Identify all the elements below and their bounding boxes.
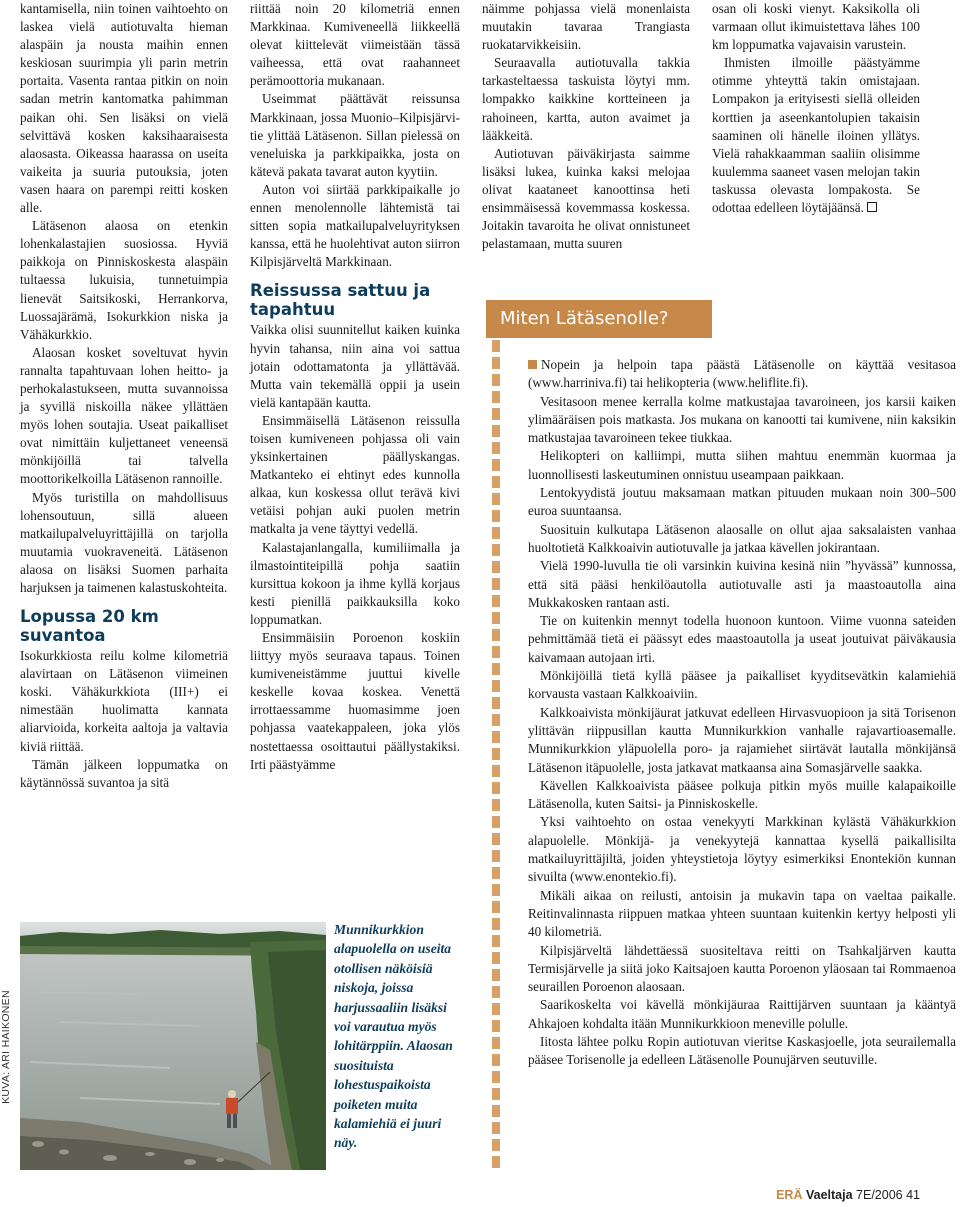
paragraph: Tämän jälkeen loppumatka on käytännössä suvantoa ja sitä xyxy=(20,756,228,790)
article-column-4 xyxy=(712,0,920,217)
sidebar-paragraph xyxy=(528,484,956,521)
paragraph-text: Ihmisten ilmoille päästyämme otimme yhteyttä takin omistajaan. Lompakon ja erityisesti siellä olleiden korttien ja aseenkantolupien takaisin saaminen oli hänelle iloinen yllätys. Vielä rahakkaamman saaliin olisimme kuulemma saaneet vasen melojan takin taskussa olevasta lompakosta. Se odottaa edelleen löytäjäänsä. xyxy=(712,55,920,216)
issue-number: 7E/2006 xyxy=(856,1188,903,1202)
sidebar-paragraph-text: Vielä 1990-luvulla tie oli varsinkin kuivina kesinä niin ”hyvässä” kunnossa, että sitä pääsi henkilöautolla autiotuvalle asti ja maastoautolla aina Mukkakosken rantaan asti. xyxy=(528,558,956,610)
sidebar-title: Miten Lätäsenolle? xyxy=(486,300,712,338)
sidebar-paragraph xyxy=(528,1033,956,1070)
sidebar-paragraph-text: Lentokyydistä joutuu maksamaan matkan pituuden mukaan noin 300–500 euroa suuntaansa. xyxy=(528,485,956,519)
section-heading: Reissussa sattuu ja tapahtuu xyxy=(250,281,431,320)
paragraph: Ensimmäisiin Poroenon koskiin liittyy myös seuraava tapaus. Toinen kumiveneistämme juuttui kivelle keskelle kovaa koskea. Venettä irrottaessamme huomasimme joen pohjassa vaatekappaleen, joka ylös nostettaessa osoittautui päällystakiksi. Irti päästyämme xyxy=(250,630,460,772)
page-number: 41 xyxy=(906,1188,920,1202)
photo-caption: Munnikurkkion alapuolella on useita otollisen näköisiä niskoja, joissa harjussaaliin lisäksi voi varautua myös lohitärppiin. Alaosan suosituista lohestuspaikoista poiketen muita kalamiehiä ei juuri näy. xyxy=(334,922,453,1151)
sidebar-paragraph xyxy=(528,813,956,886)
square-bullet-icon xyxy=(528,360,537,369)
paragraph: osan oli koski vienyt. Kaksikolla oli varmaan ollut ikimuistettava lähes 100 km loppumatka vajavaisin varustein. xyxy=(712,1,920,53)
sidebar-paragraph-text: Saarikoskelta voi kävellä mönkijäuraa Raittijärven suuntaan ja kääntyä Ahkajoen kohdalta itään Munnikurkkioon meneville polulle. xyxy=(528,997,956,1031)
section-heading: Lopussa 20 km suvantoa xyxy=(20,607,159,646)
photo-credit-text: KUVA: ARI HAIKONEN xyxy=(0,990,12,1104)
sidebar-paragraph xyxy=(528,667,956,704)
sidebar-paragraph-text: Suosituin kulkutapa Lätäsenon alaosalle on ollut ajaa saksalaisten vanhaa huoltotietä Kalkkoaivin autiotuvalle ja jatkaa kävellen jokirantaan. xyxy=(528,521,956,555)
sidebar-paragraph xyxy=(528,557,956,612)
sidebar-paragraph-text: Iitosta lähtee polku Ropin autiotuvan vieritse Kaskasjoelle, jota seurailemalla pääsee Torisenolle ja edelleen Lätäsenolle Pounujärven seutuville. xyxy=(528,1033,956,1068)
paragraph: Alaosan kosket soveltuvat hyvin rannalta tapahtuvaan lohen heitto- ja perhokalastukseen, mutta suvannoissa ja syvillä niskoilla näkee yllättäen myös lohen soutajia. Useat paikalliset ovat nimittäin kuljettaneet veneensä mönkijöillä tai talvella moottorikelkoilla Lätäsenon rannoille. xyxy=(20,344,228,487)
sidebar-paragraph-text: Yksi vaihtoehto on ostaa venekyyti Markkinan kylästä Vähäkurkkion alapuolelle. Mönkijä- ja venekyytejä kannattaa kysellä paikallisilta matkailuyrittäjiltä, joiden yhteystietoja löytyy esimerkiksi Enontekiön kunnan sivuilta (www.enontekio.fi). xyxy=(528,814,956,885)
sidebar-paragraph-text: Kilpisjärveltä lähdettäessä suositeltava reitti on Tsahkaljärven kautta Termisjärvelle ja siitä joko Kaitsajoen kautta Poroenon yläosaan tai Rommaenoa seuraillen Poroenon alaosaan. xyxy=(528,942,956,995)
sidebar-paragraph xyxy=(528,447,956,484)
paragraph: Lätäsenon alaosa on etenkin lohenkalastajien suosiossa. Hyviä paikkoja on Pinniskoskesta alaspäin tultaessa lukuisia, tunnetuimpia lienevät Saitsikoski, Herrankorva, Luossajärämä, Isokurkkion niska ja Vähäkurkkio. xyxy=(20,218,228,342)
sidebar-paragraph xyxy=(528,612,956,667)
paragraph xyxy=(712,54,920,217)
paragraph: Ensimmäisellä Lätäsenon reissulla toisen kumiveneen pohjassa oli vain yksinkertainen päällyskangas. Matkanteko ei ehtinyt edes kunnolla alkaa, kun koskessa ollut terävä kivi vetäisi pohjan auki puolen metrin matkalta ja vene täyttyi vedellä. xyxy=(250,412,460,537)
sidebar-dashed-rule xyxy=(492,340,500,1172)
sidebar-paragraph xyxy=(528,942,956,997)
sidebar-paragraph xyxy=(528,704,956,777)
sidebar-paragraph-text: Mikäli aikaa on reilusti, antoisin ja mukavin tapa on vaeltaa paikalle. Reitinvalinnasta riippuen matkaa yhteen suuntaan kuitenkin kertyy helposti yli 40 kilometriä. xyxy=(528,887,956,940)
paragraph: Useimmat päättävät reissunsa Markkinaan, jossa Muonio–Kilpisjärvi-tie ylittää Lätäsenon. Sillan pielessä on veneluiska ja parkkipaikka, josta on kätevä pakata tavarat auton kyytiin. xyxy=(250,91,460,179)
paragraph: Seuraavalla autiotuvalla takkia tarkasteltaessa taskuista löytyi mm. lompakko kaikkine kortteineen ja rahoineen, kartta, auton avaimet ja lääkkeitä. xyxy=(482,55,690,143)
paragraph: riittää noin 20 kilometriä ennen Markkinaa. Kumiveneellä liikkeellä olevat kiittelevät viimeistään tässä vaiheessa, että ovat raahanneet perämoottoria mukanaan. xyxy=(250,1,460,89)
sidebar-paragraph xyxy=(528,996,956,1033)
sidebar-paragraph-text: Vesitasoon menee kerralla kolme matkustajaa tavaroineen, jos karsii kaiken ylimääräisen pois matkasta. Jos mukana on kanootti tai kumivene, niin kaksikin matkustajaa tavaroineen tekee tiukkaa. xyxy=(528,393,956,446)
sidebar-paragraph-text: Nopein ja helpoin tapa päästä Lätäsenolle on käyttää vesitasoa (www.harriniva.fi) tai helikopteria (www.heliflite.fi). xyxy=(528,357,956,391)
sidebar-paragraph xyxy=(528,777,956,814)
paragraph: näimme pohjassa vielä monenlaista muutakin tavaraa Trangiasta ruokatarvikkeisiin. xyxy=(482,1,690,53)
magazine-name-part1: ERÄ xyxy=(776,1188,803,1202)
sidebar-paragraph-text: Kävellen Kalkkoaivista pääsee polkuja pitkin myös muille kalapaikoille Lätäsenolla, kuten Saitsi- ja Pinniskoskelle. xyxy=(528,777,956,812)
end-of-article-mark xyxy=(867,202,877,212)
sidebar-paragraph xyxy=(528,887,956,942)
page-footer xyxy=(776,1188,920,1202)
sidebar-paragraph xyxy=(528,356,956,393)
paragraph: Autiotuvan päiväkirjasta saimme lisäksi lukea, kuinka kaksi melojaa olivat kaataneet kanoottinsa heti ensimmäisessä kovemmassa koskessa. Joitakin tavaroita he olivat onnistuneet pelastamaan, mutta suuren xyxy=(482,145,690,252)
sidebar-body xyxy=(528,356,956,1070)
article-column-1 xyxy=(20,0,228,792)
paragraph: Isokurkkiosta reilu kolme kilometriä alavirtaan on Lätäsenon viimeinen koski. Vähäkurkkiota (III+) ei nimestään huolimatta kannata aliarvioida, korkeita aaltoja ja valtavia kiviä riittää. xyxy=(20,648,228,754)
article-column-3 xyxy=(482,0,690,253)
sidebar-paragraph-text: Mönkijöillä tietä kyllä pääsee ja paikalliset kyyditsevätkin kalamiehiä korvausta vastaan Kalkkoaiviin. xyxy=(528,668,956,702)
article-column-2 xyxy=(250,0,460,774)
river-photo-illustration xyxy=(20,922,326,1170)
paragraph: Kalastajanlangalla, kumiliimalla ja ilmastointiteipillä pohja saatiin kursittua kokoon ja ihme kyllä korjaus kesti pienillä paikkauksilla koko loppumatkan. xyxy=(250,539,460,627)
sidebar-paragraph xyxy=(528,393,956,448)
paragraph: kantamisella, niin toinen vaihtoehto on laskea vielä autiotuvalta hieman alaspäin ja nousta maihin ennen keskiosan suurimpia yli parin metrin portaita. Vasenta rantaa pitkin on noin sadan metrin kantomatka pahimman paikan ohi. Sen lisäksi on vielä selvittävä kosken kaksihaaraisesta alaosasta. Oikeassa haarassa on useita vaikeita ja suuria putouksia, joten vasen haara on parempi reitti kosken alle. xyxy=(20,1,228,216)
magazine-name-part2: Vaeltaja xyxy=(805,1188,853,1202)
paragraph: Myös turistilla on mahdollisuus lohensoutuun, sillä alueen matkailupalveluyrittäjillä on tarjolla muutamia vuokraveneitä. Lätäsenon alaosa on lisäksi Suomen parhaita harjuksen ja taimenen kalastuskohteita. xyxy=(20,489,228,595)
paragraph: Vaikka olisi suunnitellut kaiken kuinka hyvin tahansa, niin aina voi sattua jotain odottamatonta ja yllättävää. Mutta vain tekemällä oppii ja usein vielä kantapään kautta. xyxy=(250,322,460,410)
sidebar-paragraph xyxy=(528,521,956,558)
sidebar-paragraph-text: Kalkkoaivista mönkijäurat jatkuvat edelleen Hirvasvuopioon ja sitä Torisenon ylittävän riippusillan kautta Munnikurkkion vanhalle rajavartioasemalle. Munnikurkkion yläpuolella poro- ja rajamiehet siirtävät lautalla mönkijänsä Lätäsenon itäpuolelle, josta jatkavat matkaansa aina Somasjärvelle saakka. xyxy=(528,704,956,775)
river-photo xyxy=(20,922,326,1170)
paragraph: Auton voi siirtää parkkipaikalle jo ennen menolennolle lähtemistä tai sitten sopia matkailupalveluyrityksen kanssa, että he huolehtivat auton siirron Kilpisjärveltä Markkinaan. xyxy=(250,181,460,270)
sidebar-paragraph-text: Helikopteri on kalliimpi, mutta siihen mahtuu enemmän kuormaa ja luonnollisesti laskeutuminen onnistuu useampaan paikkaan. xyxy=(528,448,956,482)
sidebar-paragraph-text: Tie on kuitenkin mennyt todella huonoon kuntoon. Viime vuonna sateiden pehmittämää tietä ei päässyt edes maastoautolla ja useat joutuivat päiväkausia kaivamaan autojaan irti. xyxy=(528,613,956,665)
photo-credit xyxy=(0,922,14,1170)
